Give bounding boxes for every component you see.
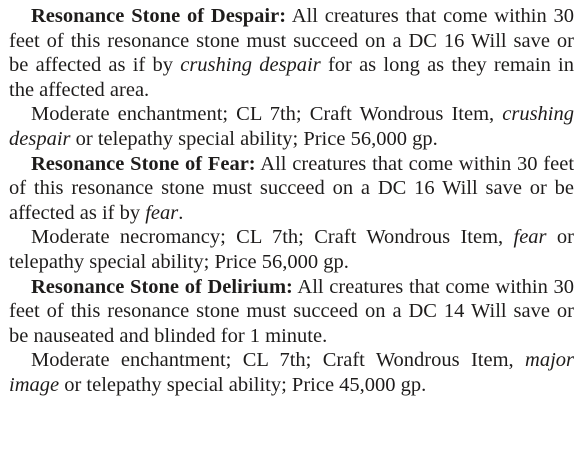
spell-reference: fear: [145, 201, 179, 224]
stats-text: or telepathy special ability; Price 56,000 gp.: [70, 127, 438, 150]
description-text: All creatures that come within 30 feet of this resonance stone must succeed on a DC 16 Will save or be affected as if by: [9, 152, 575, 224]
item-description: [9, 275, 574, 349]
stats-text: Moderate enchantment; CL 7th; Craft Wondrous Item,: [31, 349, 526, 372]
stats-text: or telepathy special ability; Price 45,000 gp.: [59, 373, 427, 396]
item-description: [9, 4, 574, 102]
description-text: for as long as they remain in the affected area.: [9, 54, 574, 101]
spell-reference: crushing despair: [180, 54, 321, 77]
item-name: Resonance Stone of Fear:: [31, 152, 256, 175]
item-entry-despair: [9, 4, 574, 152]
item-stats: [9, 348, 574, 397]
item-description: [9, 152, 574, 226]
spell-reference: crushing despair: [9, 103, 574, 150]
stats-text: or telepathy special ability; Price 56,000 gp.: [9, 226, 574, 273]
item-stats: [9, 102, 574, 151]
spell-reference: major image: [9, 349, 574, 396]
stats-text: Moderate necromancy; CL 7th; Craft Wondrous Item,: [31, 226, 514, 249]
spell-reference: fear: [513, 226, 547, 249]
item-entry-fear: [9, 152, 574, 275]
item-entry-delirium: [9, 275, 574, 398]
item-name: Resonance Stone of Despair:: [31, 5, 287, 27]
stats-text: Moderate enchantment; CL 7th; Craft Wondrous Item,: [31, 103, 503, 126]
description-text: All creatures that come within 30 feet of this resonance stone must succeed on a DC 14 Will save or be nauseated and blinded for 1 minute.: [9, 275, 574, 347]
description-text: All creatures that come within 30 feet of this resonance stone must succeed on a DC 16 Will save or be affected as if by: [9, 5, 575, 77]
description-text: .: [178, 201, 184, 224]
item-name: Resonance Stone of Delirium:: [31, 275, 293, 298]
item-stats: [9, 225, 574, 274]
